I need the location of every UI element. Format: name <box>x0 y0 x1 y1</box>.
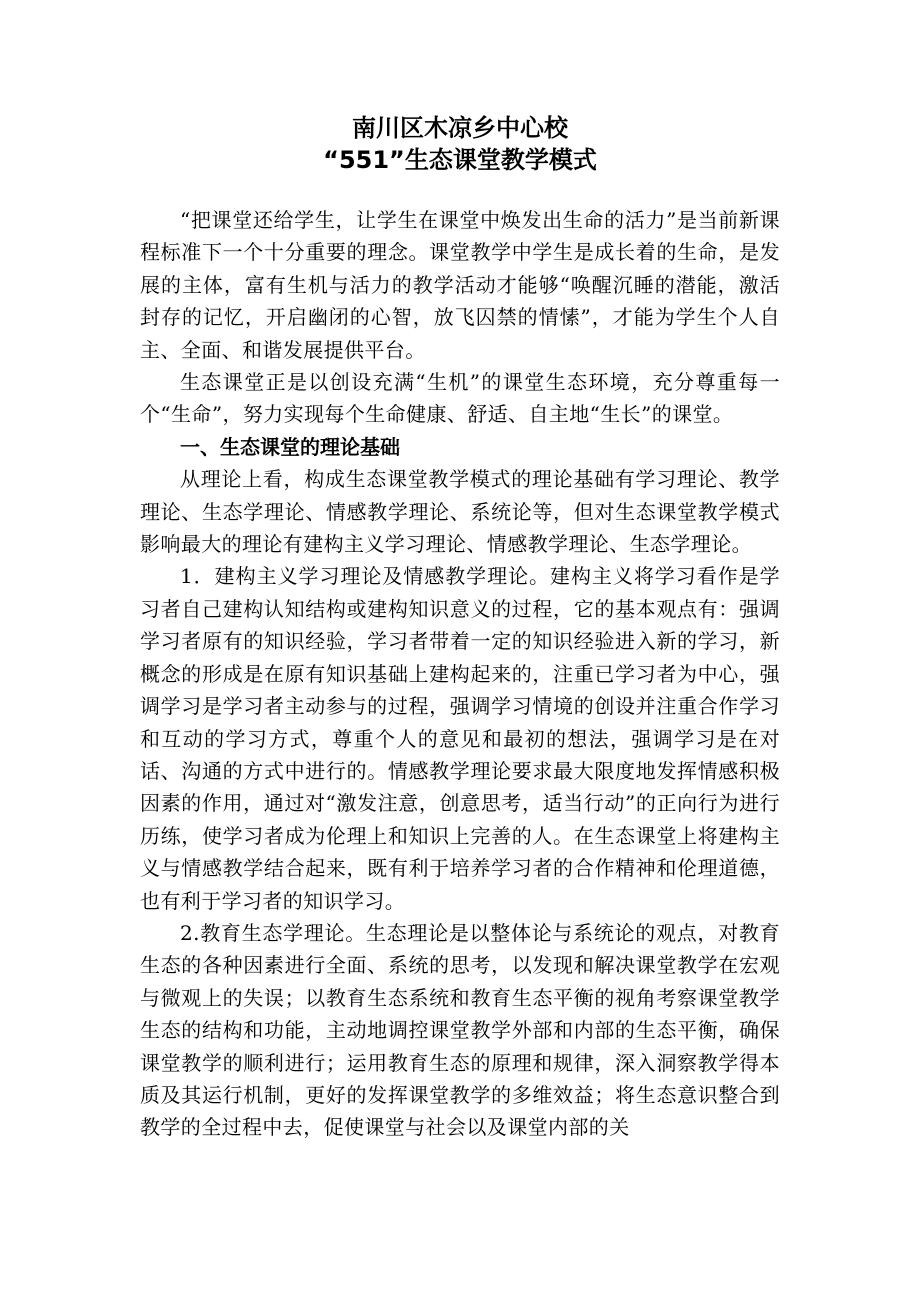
document-title-model: “551”生态课堂教学模式 <box>323 146 597 174</box>
intro-paragraph-1: “把课堂还给学生，让学生在课堂中焕发出生命的活力”是当前新课程标准下一个十分重要的理念。课堂教学中学生是成长着的生命，是发展的主体，富有生机与活力的教学活动才能够“唤醒沉睡的潜能，激活封存的记忆，开启幽闭的心智，放飞囚禁的情愫”，才能为学生个人自主、全面、和谐发展提供平台。 <box>140 208 780 362</box>
document-body <box>140 204 780 1144</box>
section-paragraph-1: 从理论上看，构成生态课堂教学模式的理论基础有学习理论、教学理论、生态学理论、情感教学理论、系统论等，但对生态课堂教学模式影响最大的理论有建构主义学习理论、情感教学理论、生态学理论。 <box>140 467 780 557</box>
section-paragraph-3: 2.教育生态学理论。生态理论是以整体论与系统论的观点，对教育生态的各种因素进行全面、系统的思考，以发现和解决课堂教学在宏观与微观上的失误；以教育生态系统和教育生态平衡的视角考察课堂教学生态的结构和功能，主动地调控课堂教学外部和内部的生态平衡，确保课堂教学的顺利进行；运用教育生态的原理和规律，深入洞察教学得本质及其运行机制，更好的发挥课堂教学的多维效益；将生态意识整合到教学的全过程中去，促使课堂与社会以及课堂内部的关 <box>140 920 780 1140</box>
section-paragraph-2: 1．建构主义学习理论及情感教学理论。建构主义将学习看作是学习者自己建构认知结构或建构知识意义的过程，它的基本观点有：强调学习者原有的知识经验，学习者带着一定的知识经验进入新的学习，新概念的形成是在原有知识基础上建构起来的，注重已学习者为中心，强调学习是学习者主动参与的过程，强调学习情境的创设并注重合作学习和互动的学习方式，尊重个人的意见和最初的想法，强调学习是在对话、沟通的方式中进行的。情感教学理论要求最大限度地发挥情感积极因素的作用，通过对“激发注意，创意思考，适当行动”的正向行为进行历练，使学习者成为伦理上和知识上完善的人。在生态课堂上将建构主义与情感教学结合起来，既有利于培养学习者的合作精神和伦理道德，也有利于学习者的知识学习。 <box>140 564 780 913</box>
document-title-school: 南川区木凉乡中心校 <box>352 114 568 142</box>
section-heading: 一、生态课堂的理论基础 <box>180 434 400 459</box>
intro-paragraph-2: 生态课堂正是以创设充满“生机”的课堂生态环境，充分尊重每一个“生命”，努力实现每个生命健康、舒适、自主地“生长”的课堂。 <box>140 370 780 427</box>
